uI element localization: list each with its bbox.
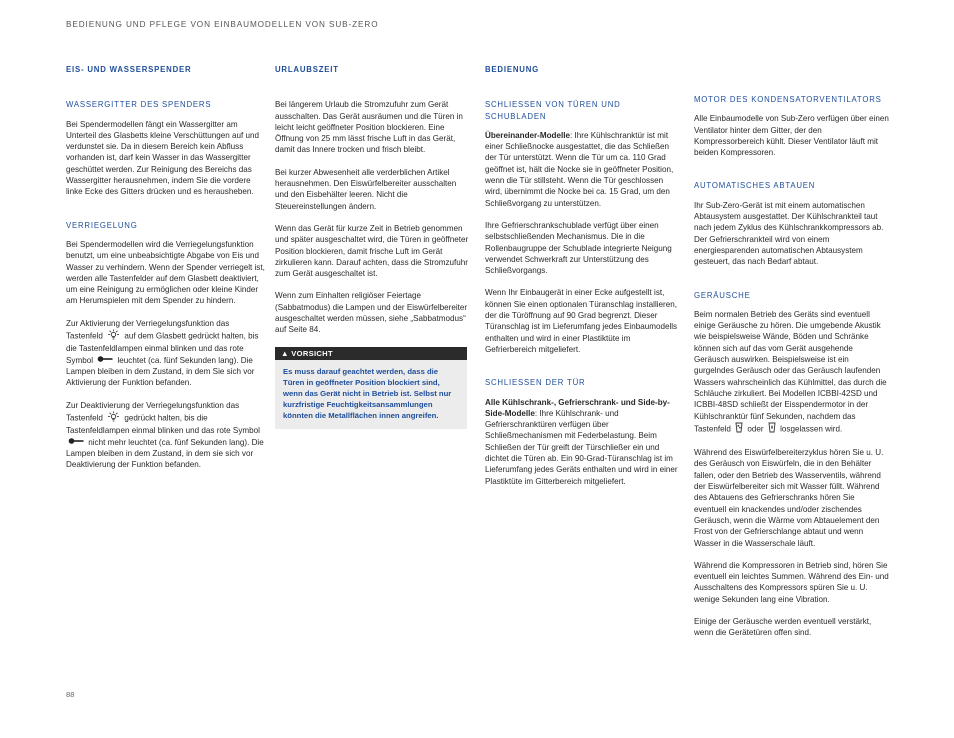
paragraph-lock-deactivate bbox=[66, 400, 266, 471]
bold-label: Alle Kühlschrank-, Gefrierschrank- und Side-by-Side-Modelle bbox=[485, 397, 670, 418]
bold-label: Übereinander-Modelle bbox=[485, 130, 571, 140]
document-header: BEDIENUNG UND PFLEGE VON EINBAUMODELLEN VON SUB-ZERO bbox=[66, 20, 379, 29]
text: Zur Deaktivierung der Verriegelungsfunktion das Tastenfeld bbox=[66, 400, 240, 423]
section-title-operation: BEDIENUNG bbox=[485, 65, 539, 74]
section-title-vacation: URLAUBSZEIT bbox=[275, 65, 339, 74]
text: leuchtet (ca. fünf Sekunden lang). Die Lampen bleiben in dem Zustand, in dem Sie sich vor Aktivierung der Funktion befanden. bbox=[66, 355, 255, 388]
paragraph-noises bbox=[694, 309, 889, 436]
light-bulb-icon bbox=[107, 411, 120, 425]
text: losgelassen wird. bbox=[780, 424, 843, 434]
paragraph: Bei kurzer Abwesenheit alle verderblichen Artikel herausnehmen. Den Eiswürfelbereiter ausschalten und den Eisbehälter leeren. Nicht die Steuereinstellungen ändern. bbox=[275, 167, 457, 211]
paragraph: Bei Spendermodellen fängt ein Wassergitter am Unterteil des Glasbetts kleine Verschüttungen auf und verdunstet sie. Da in diesem Bereich kein Abfluss vorhanden ist, darf kein Wasser in das Wassergitter geschüttet werden. Zur Reinigung des Bereichs das Wassergitter herausnehmen, indem Sie die vordere linke Ecke des Gitters drücken und es herausheben. bbox=[66, 119, 260, 197]
heading-closing-door: SCHLIESSEN DER TÜR bbox=[485, 378, 586, 388]
paragraph: Bei Spendermodellen wird die Verriegelungsfunktion benutzt, um eine unbeabsichtigte Abgabe von Eis und Wasser zu verhindern. Wenn der Spender verriegelt ist, werden alle Tastenfelder auf dem Glasbett deaktiviert, um eine Reinigung zu ermöglichen oder kleine Kinder am Herumspielen mit dem Spender zu hindern. bbox=[66, 239, 265, 306]
heading-closing-doors-drawers: SCHLIESSEN VON TÜREN UND SCHUBLADEN bbox=[485, 100, 621, 121]
caution-label: VORSICHT bbox=[291, 348, 333, 358]
paragraph: Wenn zum Einhalten religiöser Feiertage (Sabbatmodus) die Lampen und der Eiswürfelbereiter ausgeschaltet werden müssen, siehe „Sabbatmodus“ auf Seite 84. bbox=[275, 291, 468, 335]
paragraph: Ihr Sub-Zero-Gerät ist mit einem automatischen Abtausystem ausgestattet. Der Kühlschrankteil taut nach jedem Zyklus des Kühlschrankkompressors ab. Der Gefrierschrankteil wird von einem energiesparenden automatischen Abtausystem gesteuert, das nach Bedarf abtaut. bbox=[694, 200, 884, 267]
caution-text: Es muss darauf geachtet werden, dass die Türen in geöffneter Position blockiert sind, wenn das Gerät nicht in Betrieb ist. Selbst nur kurzfristige Feuchtigkeitsansammlungen könnten die Metallflächen innen angreifen. bbox=[283, 366, 452, 420]
text: : Ihre Kühlschranktür ist mit einer Schließnocke ausgestattet, die das Schließen der Tür unterstützt. Wenn die Tür um ca. 110 Grad geöffnet ist, hält die Nocke sie in geöffneter Position, wenn die Tür stillsteht. Wenn die Tür geschlossen wird, übernimmt die Nocke bei ca. 15 Grad, um den Schließvorgang zu unterstützen. bbox=[485, 130, 674, 208]
page-number: 88 bbox=[66, 690, 75, 699]
paragraph: Einige der Geräusche werden eventuell verstärkt, wenn die Gerätetüren offen sind. bbox=[694, 616, 872, 638]
section-title-dispenser: EIS- UND WASSERSPENDER bbox=[66, 65, 192, 74]
paragraph: Während des Eiswürfelbereiterzyklus hören Sie u. U. des Geräusch von Eiswürfeln, die in den Behälter fallen, oder den Betrieb des Wasserventils, während der Eiswürfelbereiter sich mit Wasser füllt. Während des Abtauens des Gefrierschranks hören Sie eventuell ein knackendes und/oder zischendes Geräusch, wenn die Wärme vom Abtauelement den Frost von der Gefrierschlange abtaut und wenn Wasser in die Wasserschale läuft. bbox=[694, 448, 884, 548]
text: Beim normalen Betrieb des Geräts sind eventuell einige Geräusche zu hören. Die umgebende Akustik wie beispielsweise Wände, Böden und Schränke können sich auf das vom Gerät ausgehende Geräusch auswirken. Beispielsweise ist ein gurgelndes Geräusch oder das Geräusch laufenden Wassers wahrscheinlich das Kühlmittel, das durch die Schläuche zirkuliert. Bei Modellen ICBBI-42SD und ICBBI-48SD schließt der Eisspendermotor in der Kühlschranktür fünf Sekunden, nachdem das Tastenfeld bbox=[694, 309, 887, 434]
warning-triangle-icon: ▲ bbox=[281, 348, 289, 358]
column-misc bbox=[694, 94, 889, 650]
paragraph: Alle Einbaumodelle von Sub-Zero verfügen über einen Ventilator hinter dem Gitter, der den Kompressorbereich kühlt. Dieser Ventilator läuft mit beiden Kompressoren. bbox=[694, 114, 889, 158]
paragraph bbox=[485, 130, 680, 209]
paragraph bbox=[485, 397, 680, 487]
text: auf dem Glasbett gedrückt halten, bis die Tastenfeldlampen einmal blinken und das rote Symbol bbox=[66, 331, 259, 365]
light-bulb-icon bbox=[107, 329, 120, 343]
paragraph: Während die Kompressoren in Betrieb sind, hören Sie eventuell ein leichtes Summen. Während des Ein- und Ausschaltens des Kompressors spüren Sie u. U. wenige Sekunden lang eine Vibration. bbox=[694, 560, 889, 604]
caution-box bbox=[275, 347, 467, 429]
heading-noises: GERÄUSCHE bbox=[694, 290, 751, 300]
key-icon bbox=[68, 437, 84, 448]
column-dispenser bbox=[66, 60, 266, 482]
paragraph: Wenn das Gerät für kurze Zeit in Betrieb genommen und später ausgeschaltet wird, die Türen in geöffneter Position blockieren, damit frische Luft im Gerät zirkulieren kann. Darauf achten, dass die Stromzufuhr zum Gerät ausgeschaltet ist. bbox=[275, 223, 469, 279]
paragraph: Wenn Ihr Einbaugerät in einer Ecke aufgestellt ist, können Sie einen optionalen Türanschlag installieren, der die Türöffnung auf 90 Grad begrenzt. Dieser Türanschlag ist im Lieferumfang jedes Einbaumodells enthalten und wird in einer Plastiktüte im Gefrierbereich mitgeliefert. bbox=[485, 288, 678, 354]
column-vacation bbox=[275, 60, 470, 429]
ice-cup-icon bbox=[735, 422, 743, 436]
caution-header bbox=[275, 347, 467, 360]
heading-water-grille: WASSERGITTER DES SPENDERS bbox=[66, 100, 212, 110]
key-icon bbox=[97, 355, 113, 366]
water-cup-icon bbox=[768, 422, 776, 436]
paragraph: Bei längerem Urlaub die Stromzufuhr zum Gerät ausschalten. Das Gerät ausräumen und die Türen in leicht leicht geöffneter Position blockieren. Eine Öffnung von 25 mm lässt frische Luft in das Gerät, damit das Innere trocken und frisch bleibt. bbox=[275, 100, 463, 155]
text: oder bbox=[747, 424, 764, 434]
text: gedrückt halten, bis die Tastenfeldlampen einmal blinken und das rote Symbol bbox=[66, 413, 260, 436]
paragraph: Ihre Gefrierschrankschublade verfügt über einen selbstschließenden Mechanismus. Die in die Rollenbaugruppe der Schublade integrierte Neigung verwendet Schwerkraft zur Unterstützung des Schließvorgangs. bbox=[485, 220, 672, 276]
paragraph-lock-activate bbox=[66, 318, 266, 389]
text: : Ihre Kühlschrank- und Gefrierschranktüren verfügen über Schließmechanismen mit Federbelastung. Beim Schließen der Tür greift der Türschließer ein und dichtet die Türen ab. Ein 90-Grad-Türanschlag ist im Lieferumfang jedes Geräts enthalten und wird in einer Plastiktüte im Gitterbereich mitgeliefert. bbox=[485, 408, 678, 486]
text: Zur Aktivierung der Verriegelungsfunktion das Tastenfeld bbox=[66, 318, 230, 341]
heading-auto-defrost: AUTOMATISCHES ABTAUEN bbox=[694, 181, 816, 191]
heading-condenser-fan: MOTOR DES KONDENSATORVENTILATORS bbox=[694, 95, 882, 104]
column-operation bbox=[485, 60, 680, 498]
text: nicht mehr leuchtet (ca. fünf Sekunden lang). Die Lampen bleiben in dem Zustand, in dem sie sich vor Deaktivierung der Funktion befanden. bbox=[66, 437, 264, 470]
heading-lock: VERRIEGELUNG bbox=[66, 220, 138, 230]
